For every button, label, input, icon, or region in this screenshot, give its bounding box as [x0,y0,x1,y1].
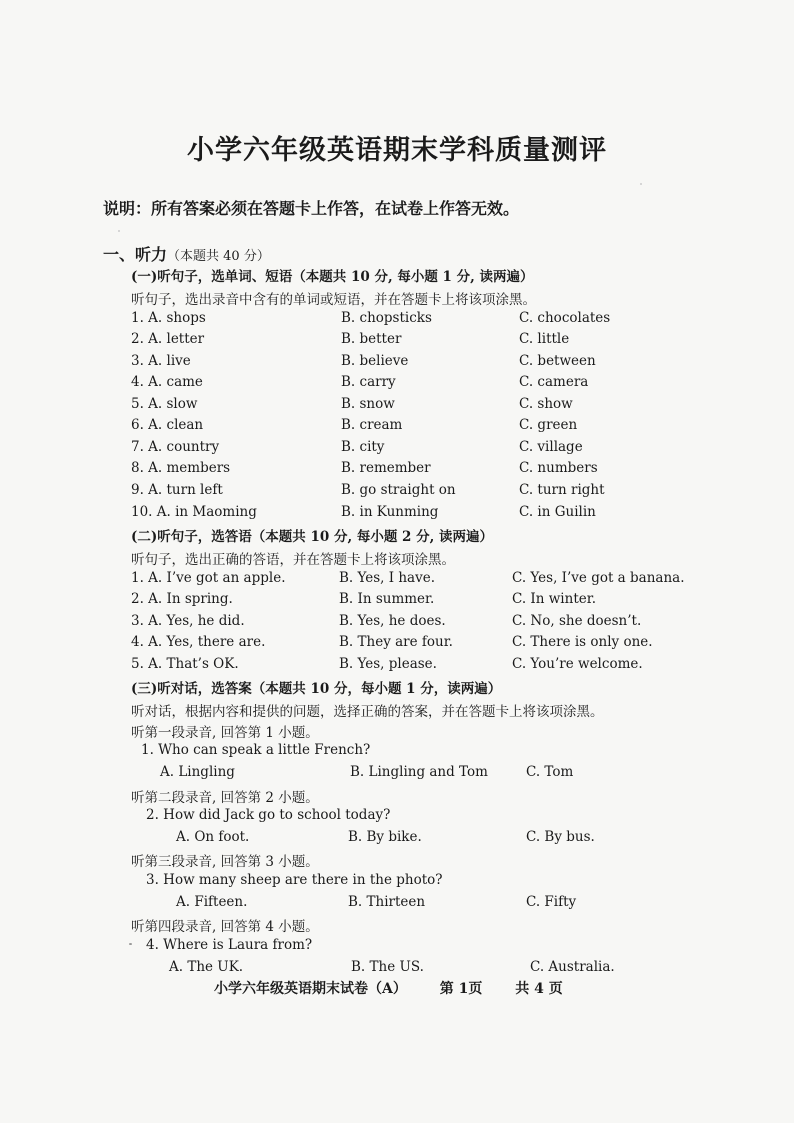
dialog-question: 1. Who can speak a little French? [141,742,371,758]
dialog-intro: 听第一段录音, 回答第 1 小题。 [131,725,319,741]
part1-heading: (一)听句子，选单词、短语（本题共 10 分, 每小题 1 分, 读两遍） [131,269,534,285]
option-c: C. between [519,353,596,369]
dialog-question: 3. How many sheep are there in the photo? [146,872,443,888]
option-b: B. carry [341,374,396,390]
option-c: C. There is only one. [512,634,653,650]
option-a: 5. A. slow [131,396,198,412]
option-c: C. You’re welcome. [512,656,643,672]
option-a: 6. A. clean [131,417,204,433]
option-c: C. show [519,396,573,412]
option-a: 4. A. Yes, there are. [131,634,266,650]
option-b: B. They are four. [339,634,453,650]
page-footer [214,978,591,998]
option-c: C. little [519,331,570,347]
option-b: B. Thirteen [348,894,426,910]
option-a: 9. A. turn left [131,482,223,498]
option-b: B. chopsticks [341,310,432,326]
option-b: B. snow [341,396,395,412]
option-c: C. in Guilin [519,504,596,520]
part1-instruction: 听句子，选出录音中含有的单词或短语，并在答题卡上将该项涂黑。 [131,292,536,308]
option-c: C. numbers [519,460,598,476]
option-a: 5. A. That’s OK. [131,656,239,672]
option-b: B. The US. [351,959,424,975]
option-c: C. green [519,417,578,433]
part2-instruction: 听句子，选出正确的答语，并在答题卡上将该项涂黑。 [131,552,455,568]
dialog-intro: 听第四段录音, 回答第 4 小题。 [131,919,319,935]
option-c: C. By bus. [526,829,595,845]
dialog-question: 4. Where is Laura from? [146,937,313,953]
option-a: 3. A. live [131,353,191,369]
part2-heading: (二)听句子，选答语（本题共 10 分, 每小题 2 分, 读两遍） [131,529,494,545]
option-b: B. remember [341,460,431,476]
section-score-note: （本题共 40 分） [167,249,270,264]
instruction-note: 说明：所有答案必须在答题卡上作答，在试卷上作答无效。 [103,199,520,218]
option-c: C. turn right [519,482,605,498]
option-c: C. Yes, I’ve got a banana. [512,570,685,586]
option-a: 3. A. Yes, he did. [131,613,245,629]
option-b: B. By bike. [348,829,422,845]
option-a: 7. A. country [131,439,220,455]
dialog-intro: 听第三段录音, 回答第 3 小题。 [131,854,319,870]
option-b: B. Yes, please. [339,656,437,672]
footer-paper-name: 小学六年级英语期末试卷（A） [214,981,407,997]
option-c: C. Fifty [526,894,577,910]
option-b: B. better [341,331,402,347]
option-c: C. Australia. [530,959,615,975]
option-c: C. village [519,439,583,455]
option-b: B. in Kunming [341,504,439,520]
option-a: 4. A. came [131,374,203,390]
option-a: A. Fifteen. [176,894,248,910]
option-a: 2. A. In spring. [131,591,233,607]
option-a: A. Lingling [160,764,235,780]
option-b: B. Lingling and Tom [350,764,488,780]
option-a: 2. A. letter [131,331,205,347]
option-b: B. In summer. [339,591,435,607]
option-b: B. believe [341,353,409,369]
option-c: C. In winter. [512,591,596,607]
option-c: C. chocolates [519,310,611,326]
part3-heading: (三)听对话，选答案（本题共 10 分，每小题 1 分，读两遍） [131,681,502,697]
part3-instruction: 听对话，根据内容和提供的问题，选择正确的答案，并在答题卡上将该项涂黑。 [131,704,604,720]
option-b: B. go straight on [341,482,456,498]
option-b: B. Yes, he does. [339,613,446,629]
footer-page-number: 第 1页 [439,981,483,997]
option-b: B. city [341,439,385,455]
option-c: C. Tom [526,764,574,780]
scan-speck [640,183,642,185]
option-b: B. cream [341,417,403,433]
option-a: A. On foot. [176,829,250,845]
scan-speck [118,230,120,232]
section-heading-listening [103,242,270,265]
option-a: 1. A. shops [131,310,206,326]
scan-speck [129,943,132,945]
footer-page-total: 共 4 页 [515,981,563,997]
page-title: 小学六年级英语期末学科质量测评 [187,135,607,166]
option-b: B. Yes, I have. [339,570,436,586]
option-a: 8. A. members [131,460,231,476]
dialog-intro: 听第二段录音, 回答第 2 小题。 [131,790,319,806]
section-title: 一、听力 [103,245,168,264]
option-a: 10. A. in Maoming [131,504,257,520]
option-a: 1. A. I’ve got an apple. [131,570,286,586]
option-a: A. The UK. [169,959,244,975]
option-c: C. No, she doesn’t. [512,613,642,629]
dialog-question: 2. How did Jack go to school today? [146,807,391,823]
option-c: C. camera [519,374,589,390]
